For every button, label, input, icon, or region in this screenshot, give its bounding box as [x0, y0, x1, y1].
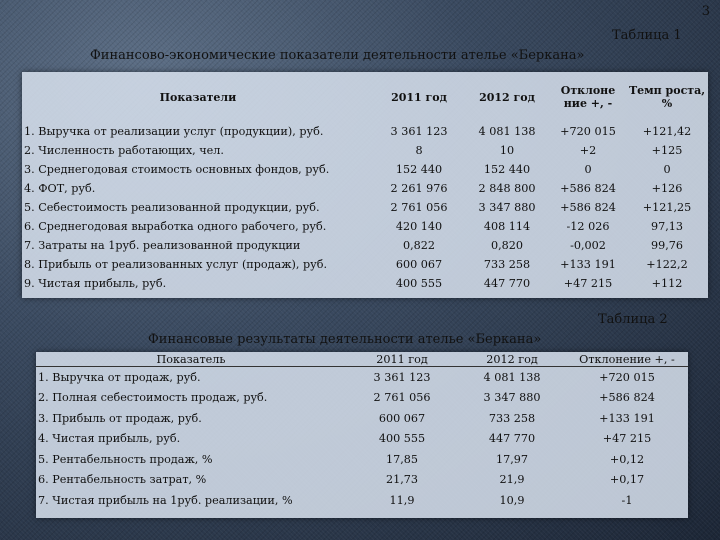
row-value: 400 555: [378, 432, 426, 446]
row-value: 0: [584, 163, 592, 176]
row-value: 2 261 976: [390, 182, 448, 195]
row-value: 400 555: [395, 277, 443, 290]
table-row: [22, 198, 708, 217]
table-row: [22, 141, 708, 160]
row-value: 0: [663, 163, 671, 176]
row-value: +133 191: [560, 258, 616, 271]
row-value: 8: [415, 144, 423, 157]
table2-header-2012: 2012 год: [458, 352, 566, 367]
table1-header-2011: 2011 год: [391, 90, 447, 104]
table2-header-2011: 2011 год: [346, 352, 458, 367]
table1-title: Финансово-экономические показатели деятельности ателье «Беркана»: [90, 48, 585, 63]
row-value: 21,73: [385, 473, 419, 487]
row-label: 2. Численность работающих, чел.: [24, 144, 224, 157]
table1-header-2012: 2012 год: [479, 90, 535, 104]
row-value: 11,9: [389, 493, 415, 507]
row-value: 447 770: [483, 277, 531, 290]
row-value: 600 067: [395, 258, 443, 271]
row-value: 3 347 880: [483, 391, 541, 405]
row-label: 1. Выручка от продаж, руб.: [38, 370, 201, 384]
row-label: 3. Среднегодовая стоимость основных фондов, руб.: [24, 163, 330, 176]
row-value: 10: [499, 144, 515, 157]
row-label: 9. Чистая прибыль, руб.: [24, 277, 167, 290]
table-row: [36, 388, 688, 409]
row-value: +126: [651, 182, 683, 195]
table-row: [36, 470, 688, 491]
row-value: +0,12: [609, 452, 645, 466]
row-label: 7. Чистая прибыль на 1руб. реализации, %: [38, 493, 293, 507]
table2-caption: Таблица 2: [598, 312, 668, 327]
row-value: 21,9: [499, 473, 525, 487]
row-label: 5. Себестоимость реализованной продукции, руб.: [24, 201, 320, 214]
row-value: 2 848 800: [478, 182, 536, 195]
row-label: 6. Среднегодовая выработка одного рабочего, руб.: [24, 220, 327, 233]
row-value: +47 215: [563, 277, 613, 290]
row-value: +112: [651, 277, 683, 290]
row-value: -0,002: [570, 239, 606, 252]
table-row: [22, 236, 708, 255]
row-value: +122,2: [646, 258, 688, 271]
row-value: 3 361 123: [373, 370, 431, 384]
row-value: 733 258: [483, 258, 531, 271]
row-value: -12 026: [566, 220, 610, 233]
row-label: 8. Прибыль от реализованных услуг (продаж), руб.: [24, 258, 328, 271]
row-value: +586 824: [560, 201, 616, 214]
table1-header-indicator: Показатели: [159, 90, 237, 104]
table-row: [36, 449, 688, 470]
row-value: 99,76: [650, 239, 684, 252]
slide-number: 3: [701, 4, 710, 19]
row-label: 4. ФОТ, руб.: [24, 182, 96, 195]
row-value: 0,820: [490, 239, 524, 252]
table-row: [22, 179, 708, 198]
table-row: [22, 160, 708, 179]
row-value: +47 215: [602, 432, 652, 446]
row-value: 3 347 880: [478, 201, 536, 214]
table-row: [22, 122, 708, 141]
row-value: 97,13: [650, 220, 684, 233]
table-row: [22, 255, 708, 274]
row-label: 5. Рентабельность продаж, %: [38, 452, 213, 466]
table1-header-row: [22, 72, 708, 122]
row-value: +133 191: [599, 411, 655, 425]
table2-header-indicator: Показатель: [36, 352, 346, 367]
row-label: 1. Выручка от реализации услуг (продукции), руб.: [24, 125, 324, 138]
table2-header-row: [36, 352, 688, 367]
row-label: 4. Чистая прибыль, руб.: [38, 432, 181, 446]
row-value: 420 140: [395, 220, 443, 233]
table1: [22, 72, 708, 293]
table1-panel: [22, 72, 708, 298]
row-value: +2: [579, 144, 597, 157]
row-value: 17,85: [385, 452, 419, 466]
table-row: [36, 367, 688, 388]
table-row: [36, 490, 688, 511]
row-value: +586 824: [599, 391, 655, 405]
row-label: 6. Рентабельность затрат, %: [38, 473, 207, 487]
table1-caption: Таблица 1: [612, 28, 682, 43]
table1-header-growth-rate: Темп роста, %: [628, 84, 706, 110]
row-value: 447 770: [488, 432, 536, 446]
row-value: +720 015: [599, 370, 655, 384]
row-value: 10,9: [499, 493, 525, 507]
table2-panel: [36, 352, 688, 518]
row-value: 2 761 056: [373, 391, 431, 405]
table1-header-deviation: Отклоне ние +, -: [560, 84, 616, 110]
row-value: 600 067: [378, 411, 426, 425]
row-value: 408 114: [483, 220, 531, 233]
table2-header-deviation: Отклонение +, -: [566, 352, 688, 367]
table-row: [36, 429, 688, 450]
row-label: 2. Полная себестоимость продаж, руб.: [38, 391, 268, 405]
table-row: [22, 217, 708, 236]
row-value: 4 081 138: [478, 125, 536, 138]
table2: [36, 352, 688, 511]
row-value: -1: [621, 493, 633, 507]
table-row: [22, 274, 708, 293]
row-value: +121,25: [642, 201, 692, 214]
row-label: 3. Прибыль от продаж, руб.: [38, 411, 202, 425]
row-value: 4 081 138: [483, 370, 541, 384]
row-value: +0,17: [609, 473, 645, 487]
row-value: +121,42: [642, 125, 692, 138]
row-value: 152 440: [395, 163, 443, 176]
table-row: [36, 408, 688, 429]
row-value: 17,97: [495, 452, 529, 466]
row-value: 733 258: [488, 411, 536, 425]
row-value: 2 761 056: [390, 201, 448, 214]
row-value: +586 824: [560, 182, 616, 195]
row-value: +125: [651, 144, 683, 157]
row-value: 152 440: [483, 163, 531, 176]
row-value: 0,822: [402, 239, 436, 252]
table2-title: Финансовые результаты деятельности ателье «Беркана»: [148, 332, 542, 347]
row-value: +720 015: [560, 125, 616, 138]
row-label: 7. Затраты на 1руб. реализованной продукции: [24, 239, 301, 252]
row-value: 3 361 123: [390, 125, 448, 138]
